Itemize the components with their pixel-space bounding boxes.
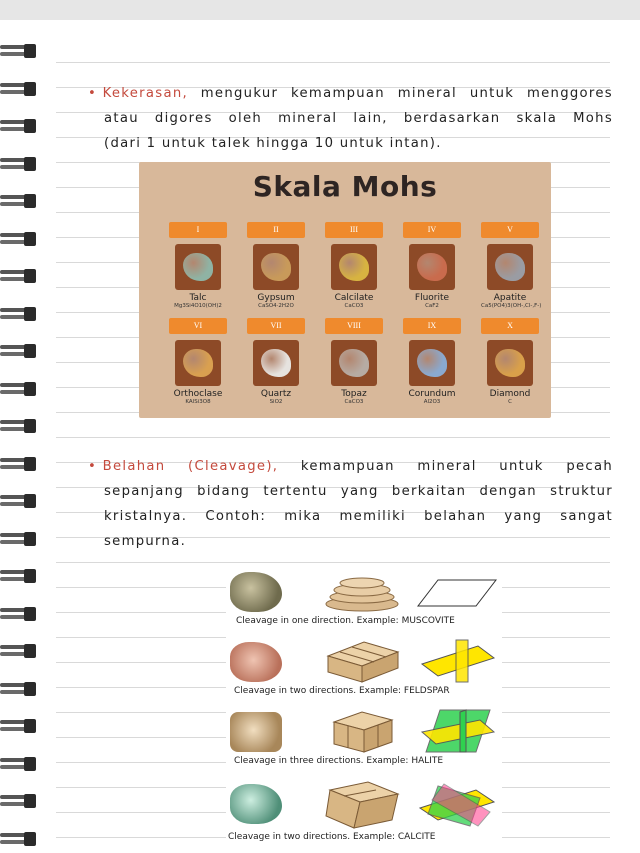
feldspar-specimen	[230, 642, 282, 682]
hardness-word: atau	[104, 111, 139, 126]
spiral-ring-icon	[0, 453, 40, 477]
cleavage-word: belahan	[424, 509, 487, 524]
cleavage-word: sempurna.	[104, 534, 187, 549]
single-plane-icon	[416, 578, 498, 608]
cleavage-word: memiliki	[339, 509, 407, 524]
spiral-ring-icon	[0, 753, 40, 777]
mohs-mineral-card	[325, 222, 383, 309]
mineral-name: Corundum	[408, 389, 456, 399]
hardness-word: menggores	[527, 86, 613, 101]
mohs-mineral-card	[247, 222, 305, 309]
cleavage-word: sepanjang	[104, 484, 184, 499]
cleavage-word: dengan	[479, 484, 537, 499]
mineral-stone-icon	[417, 349, 447, 377]
hardness-word: Mohs	[573, 111, 613, 126]
cleavage-word: yang	[340, 484, 379, 499]
spiral-ring-icon	[0, 790, 40, 814]
spiral-ring-icon	[0, 115, 40, 139]
cleavage-word: bidang	[197, 484, 251, 499]
mineral-name: Calcilate	[334, 293, 374, 303]
spiral-ring-icon	[0, 340, 40, 364]
mohs-title: Skala Mohs	[252, 170, 438, 203]
cleavage-word: untuk	[499, 459, 544, 474]
mohs-number-badge: VI	[169, 318, 227, 334]
mineral-name: Gypsum	[257, 293, 295, 303]
mineral-photo	[409, 340, 455, 386]
spiral-ring-icon	[0, 490, 40, 514]
cleavage-row-two-directions-feldspar	[226, 638, 502, 708]
cleavage-word: berkaitan	[391, 484, 467, 499]
cleavage-word: struktur	[550, 484, 613, 499]
mineral-name: Quartz	[260, 389, 292, 399]
mohs-number-badge: VII	[247, 318, 305, 334]
hardness-word: oleh	[228, 111, 263, 126]
mohs-number-badge: II	[247, 222, 305, 238]
two-planes-icon	[418, 638, 498, 684]
mineral-formula: CaSO4·2H2O	[258, 303, 294, 309]
mohs-mineral-card	[247, 318, 305, 405]
cleavage-caption: Cleavage in two directions. Example: CALCITE	[228, 832, 436, 842]
mineral-stone-icon	[261, 349, 291, 377]
ruled-line	[56, 62, 610, 63]
mineral-stone-icon	[417, 253, 447, 281]
cleavage-row-one-direction	[226, 568, 502, 638]
mineral-name: Orthoclase	[173, 389, 223, 399]
mohs-mineral-card	[169, 222, 227, 309]
mineral-stone-icon	[183, 349, 213, 377]
mineral-name: Diamond	[489, 389, 531, 399]
ruled-line	[56, 437, 610, 438]
cleavage-word: Contoh:	[205, 509, 267, 524]
hardness-word: digores	[154, 111, 213, 126]
mineral-name: Topaz	[341, 389, 367, 399]
spiral-ring-icon	[0, 303, 40, 327]
cleavage-figure	[226, 568, 502, 853]
mineral-photo	[175, 244, 221, 290]
mineral-stone-icon	[495, 349, 525, 377]
cleavage-caption: Cleavage in three directions. Example: HALITE	[234, 756, 444, 766]
cleavage-paragraph	[88, 454, 613, 554]
hardness-word: mengukur	[200, 86, 279, 101]
mohs-mineral-card	[403, 222, 461, 309]
mohs-number-badge: III	[325, 222, 383, 238]
hardness-word: (dari 1 untuk talek hingga 10 untuk intan).	[104, 136, 442, 151]
stacked-blocks-icon	[324, 638, 402, 684]
hardness-paragraph	[88, 81, 613, 156]
mineral-photo	[487, 340, 533, 386]
cleavage-term-english: (Cleavage),	[188, 459, 279, 474]
mineral-name: Fluorite	[414, 293, 450, 303]
spiral-ring-icon	[0, 265, 40, 289]
hardness-word: kemampuan	[291, 86, 385, 101]
cubic-blocks-icon	[326, 708, 402, 754]
mineral-photo	[175, 340, 221, 386]
cleavage-word: tertentu	[263, 484, 328, 499]
cleavage-row-two-directions-calcite	[226, 780, 502, 850]
mohs-scale-chart	[139, 162, 551, 418]
spiral-ring-icon	[0, 828, 40, 852]
mineral-stone-icon	[183, 253, 213, 281]
calcite-specimen	[230, 784, 282, 824]
spiral-ring-icon	[0, 678, 40, 702]
mineral-stone-icon	[495, 253, 525, 281]
mineral-photo	[331, 244, 377, 290]
mohs-mineral-card	[325, 318, 383, 405]
mineral-stone-icon	[339, 349, 369, 377]
mohs-number-badge: I	[169, 222, 227, 238]
cleavage-word: sangat	[560, 509, 613, 524]
mineral-formula: Al2O3	[423, 399, 441, 405]
halite-specimen	[230, 712, 282, 752]
spiral-ring-icon	[0, 715, 40, 739]
cleavage-word: pecah	[566, 459, 613, 474]
hardness-word: untuk	[469, 86, 515, 101]
mineral-photo	[253, 244, 299, 290]
spiral-ring-icon	[0, 153, 40, 177]
hardness-word: berdasarkan	[403, 111, 501, 126]
hardness-term: Kekerasan,	[102, 86, 188, 101]
mineral-formula: Ca5(PO4)3(OH-,Cl-,F-)	[481, 303, 542, 309]
cleavage-term: Belahan	[102, 459, 166, 474]
hardness-word: lain,	[353, 111, 388, 126]
hardness-word: mineral	[397, 86, 458, 101]
mohs-number-badge: IX	[403, 318, 461, 334]
mineral-stone-icon	[339, 253, 369, 281]
mineral-name: Apatite	[493, 293, 527, 303]
mineral-name: Talc	[189, 293, 207, 303]
mohs-mineral-card	[481, 222, 542, 309]
rhombic-planes-icon	[418, 782, 498, 828]
rhombohedral-blocks-icon	[324, 780, 404, 830]
cleavage-word: mika	[284, 509, 322, 524]
three-planes-icon	[418, 708, 498, 754]
mohs-mineral-card	[481, 318, 539, 405]
cleavage-word: kristalnya.	[104, 509, 188, 524]
spiral-ring-icon	[0, 603, 40, 627]
mineral-photo	[409, 244, 455, 290]
hardness-word: mineral	[278, 111, 338, 126]
notebook-page	[0, 20, 640, 853]
spiral-ring-icon	[0, 528, 40, 552]
spiral-ring-icon	[0, 565, 40, 589]
spiral-ring-icon	[0, 378, 40, 402]
cleavage-word: yang	[504, 509, 543, 524]
spiral-ring-icon	[0, 415, 40, 439]
spiral-ring-icon	[0, 190, 40, 214]
spiral-ring-icon	[0, 640, 40, 664]
mineral-formula: Mg3Si4O10(OH)2	[174, 303, 222, 309]
mineral-stone-icon	[261, 253, 291, 281]
spiral-ring-icon	[0, 40, 40, 64]
mineral-photo	[331, 340, 377, 386]
hardness-word: skala	[516, 111, 558, 126]
layered-sheets-icon	[322, 570, 402, 612]
mohs-number-badge: IV	[403, 222, 461, 238]
muscovite-specimen	[230, 572, 282, 612]
bullet-icon: •	[88, 459, 98, 474]
mohs-number-badge: VIII	[325, 318, 383, 334]
mohs-number-badge: X	[481, 318, 539, 334]
mineral-photo	[487, 244, 533, 290]
top-bar	[0, 0, 640, 20]
mohs-mineral-card	[403, 318, 461, 405]
spiral-ring-icon	[0, 228, 40, 252]
ruled-line	[56, 562, 610, 563]
mineral-formula: C	[508, 399, 512, 405]
mineral-formula: CaF2	[425, 303, 439, 309]
cleavage-row-three-directions	[226, 708, 502, 778]
mineral-photo	[253, 340, 299, 386]
cleavage-word: kemampuan	[300, 459, 395, 474]
bullet-icon: •	[88, 86, 98, 101]
mineral-formula: SiO2	[269, 399, 283, 405]
cleavage-caption: Cleavage in one direction. Example: MUSCOVITE	[236, 616, 455, 626]
mineral-formula: CaCO3	[344, 399, 364, 405]
mineral-formula: KAlSi3O8	[185, 399, 211, 405]
cleavage-word: mineral	[417, 459, 477, 474]
cleavage-caption: Cleavage in two directions. Example: FELDSPAR	[234, 686, 450, 696]
mineral-formula: CaCO3	[344, 303, 364, 309]
spiral-ring-icon	[0, 78, 40, 102]
mohs-mineral-card	[169, 318, 227, 405]
mohs-number-badge: V	[481, 222, 539, 238]
